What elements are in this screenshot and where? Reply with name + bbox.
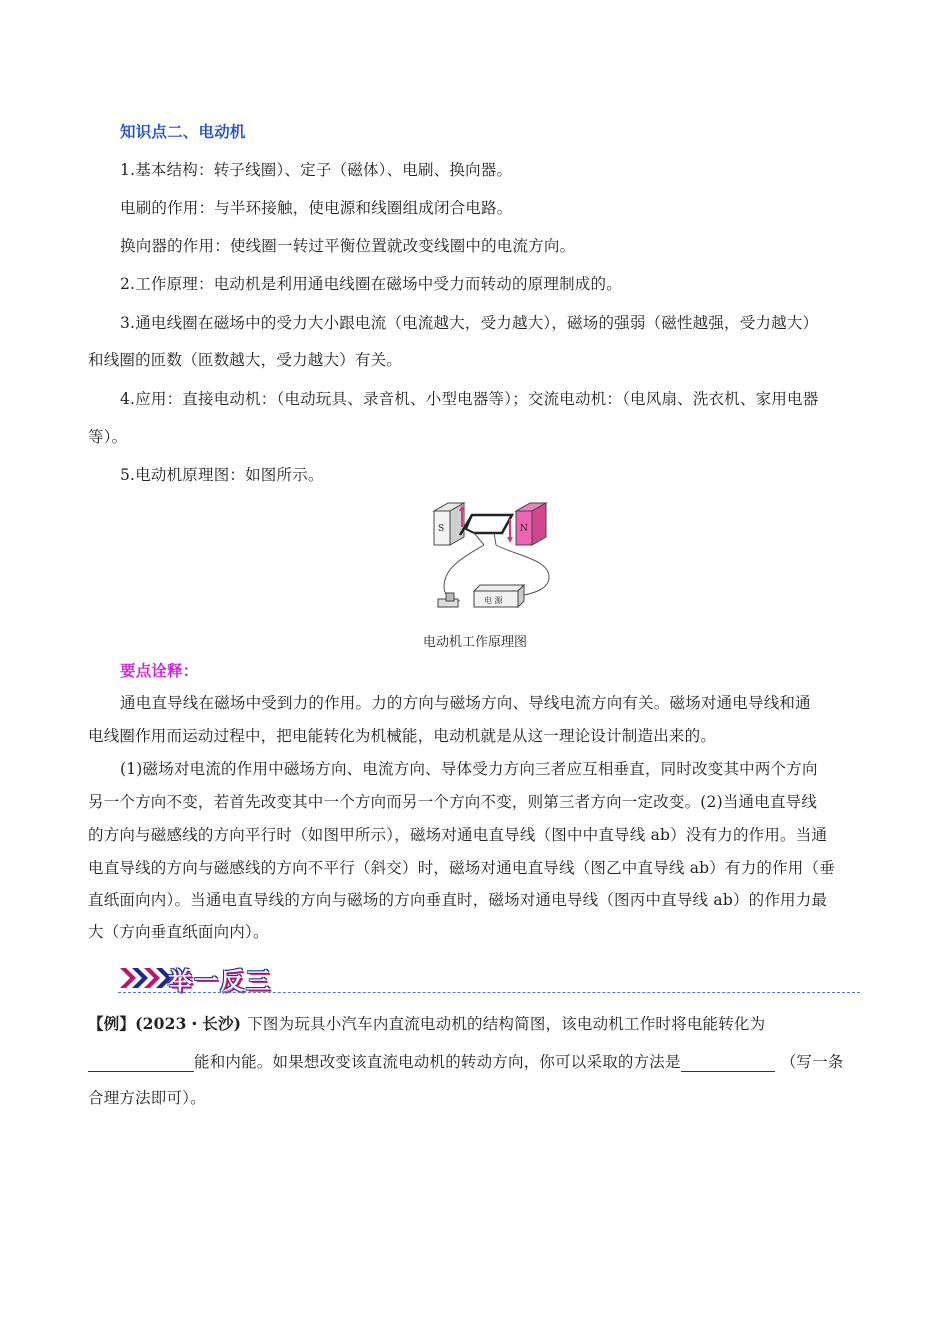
answer-blank-2[interactable] — [681, 1055, 775, 1072]
example-line-3: 合理方法即可）。 — [88, 1089, 206, 1107]
figure-caption: 电动机工作原理图 — [422, 635, 527, 650]
paragraph-applications-cont: 等）。 — [88, 428, 128, 446]
motor-principle-diagram — [424, 497, 560, 617]
example-line-1 — [88, 1014, 765, 1034]
banner-title: 举一反三 — [168, 967, 272, 995]
paragraph-brush: 电刷的作用：与半环接触，使电源和线圈组成闭合电路。 — [120, 199, 513, 217]
example-text: （写一条 — [780, 1053, 844, 1071]
magnet-n-label: N — [520, 524, 528, 534]
example-text: 能和内能。如果想改变该直流电动机的转动方向，你可以采取的方法是 — [194, 1053, 681, 1071]
example-source: (2023・长沙) — [135, 1014, 242, 1033]
paragraph-structure: 1.基本结构：转子线圈）、定子（磁体）、电刷、换向器。 — [120, 161, 513, 179]
paragraph-force-factors: 3.通电线圈在磁场中的受力大小跟电流（电流越大，受力越大），磁场的强弱（磁性越强，受力越大） — [120, 314, 819, 332]
notes-line: 大（方向垂直纸面向内）。 — [88, 923, 269, 941]
section-divider — [118, 992, 860, 993]
notes-line: 电线圈作用而运动过程中，把电能转化为机械能，电动机就是从这一理论设计制造出来的。 — [88, 727, 717, 745]
notes-title: 要点诠释： — [120, 662, 199, 680]
paragraph-principle: 2.工作原理：电动机是利用通电线圈在磁场中受力而转动的原理制成的。 — [120, 275, 622, 293]
paragraph-applications: 4.应用：直接电动机：（电动玩具、录音机、小型电器等）；交流电动机：（电风扇、洗衣机、家用电器 — [120, 390, 819, 408]
paragraph-diagram-intro: 5.电动机原理图：如图所示。 — [120, 466, 324, 484]
paragraph-force-factors-cont: 和线圈的匝数（匝数越大，受力越大）有关。 — [88, 351, 403, 369]
notes-line: 的方向与磁感线的方向平行时（如图甲所示），磁场对通电直导线（图中中直导线 ab）没有力的作用。当通 — [88, 826, 828, 844]
section-title: 知识点二、电动机 — [120, 123, 246, 141]
example-text: 下图为玩具小汽车内直流电动机的结构简图，该电动机工作时将电能转化为 — [247, 1015, 766, 1033]
notes-line: 另一个方向不变，若首先改变其中一个方向而另一个方向不变，则第三者方向一定改变。(2)当通电直导线 — [88, 793, 818, 811]
example-line-2 — [88, 1052, 844, 1072]
notes-line: 通电直导线在磁场中受到力的作用。力的方向与磁场方向、导线电流方向有关。磁场对通电导线和通 — [120, 694, 811, 712]
notes-line: 电直导线的方向与磁感线的方向不平行（斜交）时，磁场对通电直导线（图乙中直导线 ab）有力的作用（垂 — [88, 859, 835, 877]
notes-line: (1)磁场对电流的作用中磁场方向、电流方向、导体受力方向三者应互相垂直，同时改变其中两个方向 — [120, 760, 818, 778]
magnet-s-label: S — [438, 524, 445, 534]
notes-line: 直纸面向内）。当通电直导线的方向与磁场的方向垂直时，磁场对通电导线（图丙中直导线 ab）的作用力最 — [88, 891, 828, 909]
example-tag: 【例】 — [88, 1014, 136, 1033]
power-source-label: 电 源 — [484, 596, 503, 605]
paragraph-commutator: 换向器的作用：使线圈一转过平衡位置就改变线圈中的电流方向。 — [120, 237, 576, 255]
answer-blank-1[interactable] — [88, 1055, 194, 1072]
